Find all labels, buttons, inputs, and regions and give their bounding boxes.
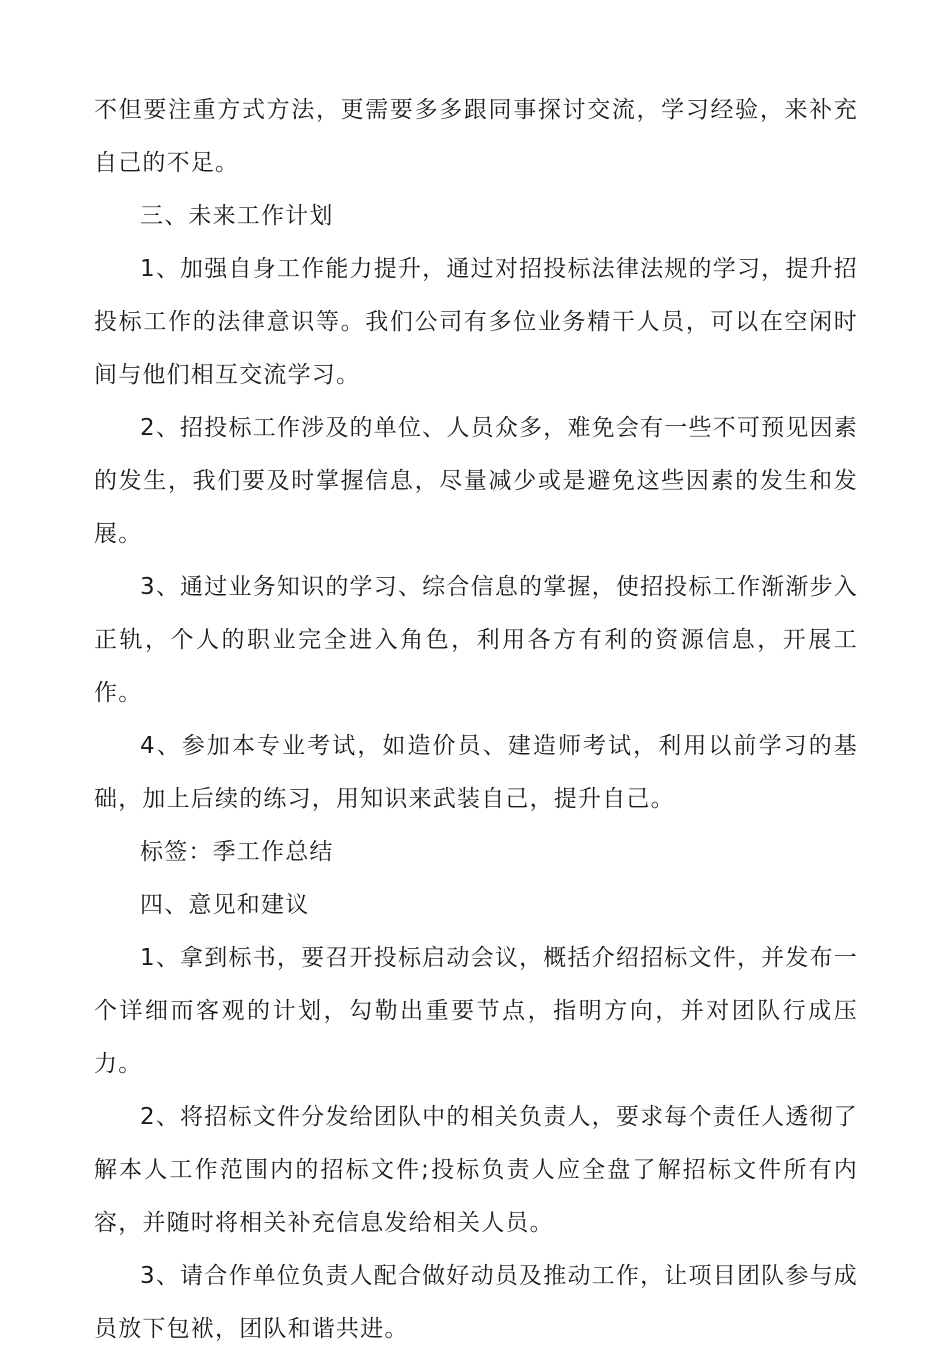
tag-line: 标签：季工作总结 xyxy=(140,839,334,865)
suggestion-item-3: 3、请合作单位负责人配合做好动员及推动工作，让项目团队参与成员放下包袱，团队和谐共进。 xyxy=(94,1263,858,1342)
plan-item-4: 4、参加本专业考试，如造价员、建造师考试，利用以前学习的基础，加上后续的练习，用知识来武装自己，提升自己。 xyxy=(94,733,858,812)
suggestion-item-1: 1、拿到标书，要召开投标启动会议，概括介绍招标文件，并发布一个详细而客观的计划，勾勒出重要节点，指明方向，并对团队行成压力。 xyxy=(94,945,858,1077)
section-heading-future-plan: 三、未来工作计划 xyxy=(140,203,334,229)
document-body xyxy=(94,84,858,1356)
plan-item-3: 3、通过业务知识的学习、综合信息的掌握，使招投标工作渐渐步入正轨，个人的职业完全进入角色，利用各方有利的资源信息，开展工作。 xyxy=(94,574,858,706)
plan-item-2: 2、招投标工作涉及的单位、人员众多，难免会有一些不可预见因素的发生，我们要及时掌握信息，尽量减少或是避免这些因素的发生和发展。 xyxy=(94,415,858,547)
plan-item-1: 1、加强自身工作能力提升，通过对招投标法律法规的学习，提升招投标工作的法律意识等。我们公司有多位业务精干人员，可以在空闲时间与他们相互交流学习。 xyxy=(94,256,858,388)
suggestion-item-2: 2、将招标文件分发给团队中的相关负责人，要求每个责任人透彻了解本人工作范围内的招标文件;投标负责人应全盘了解招标文件所有内容，并随时将相关补充信息发给相关人员。 xyxy=(94,1104,858,1236)
section-heading-suggestions: 四、意见和建议 xyxy=(140,892,310,918)
paragraph-continuation: 不但要注重方式方法，更需要多多跟同事探讨交流，学习经验，来补充自己的不足。 xyxy=(94,97,858,176)
